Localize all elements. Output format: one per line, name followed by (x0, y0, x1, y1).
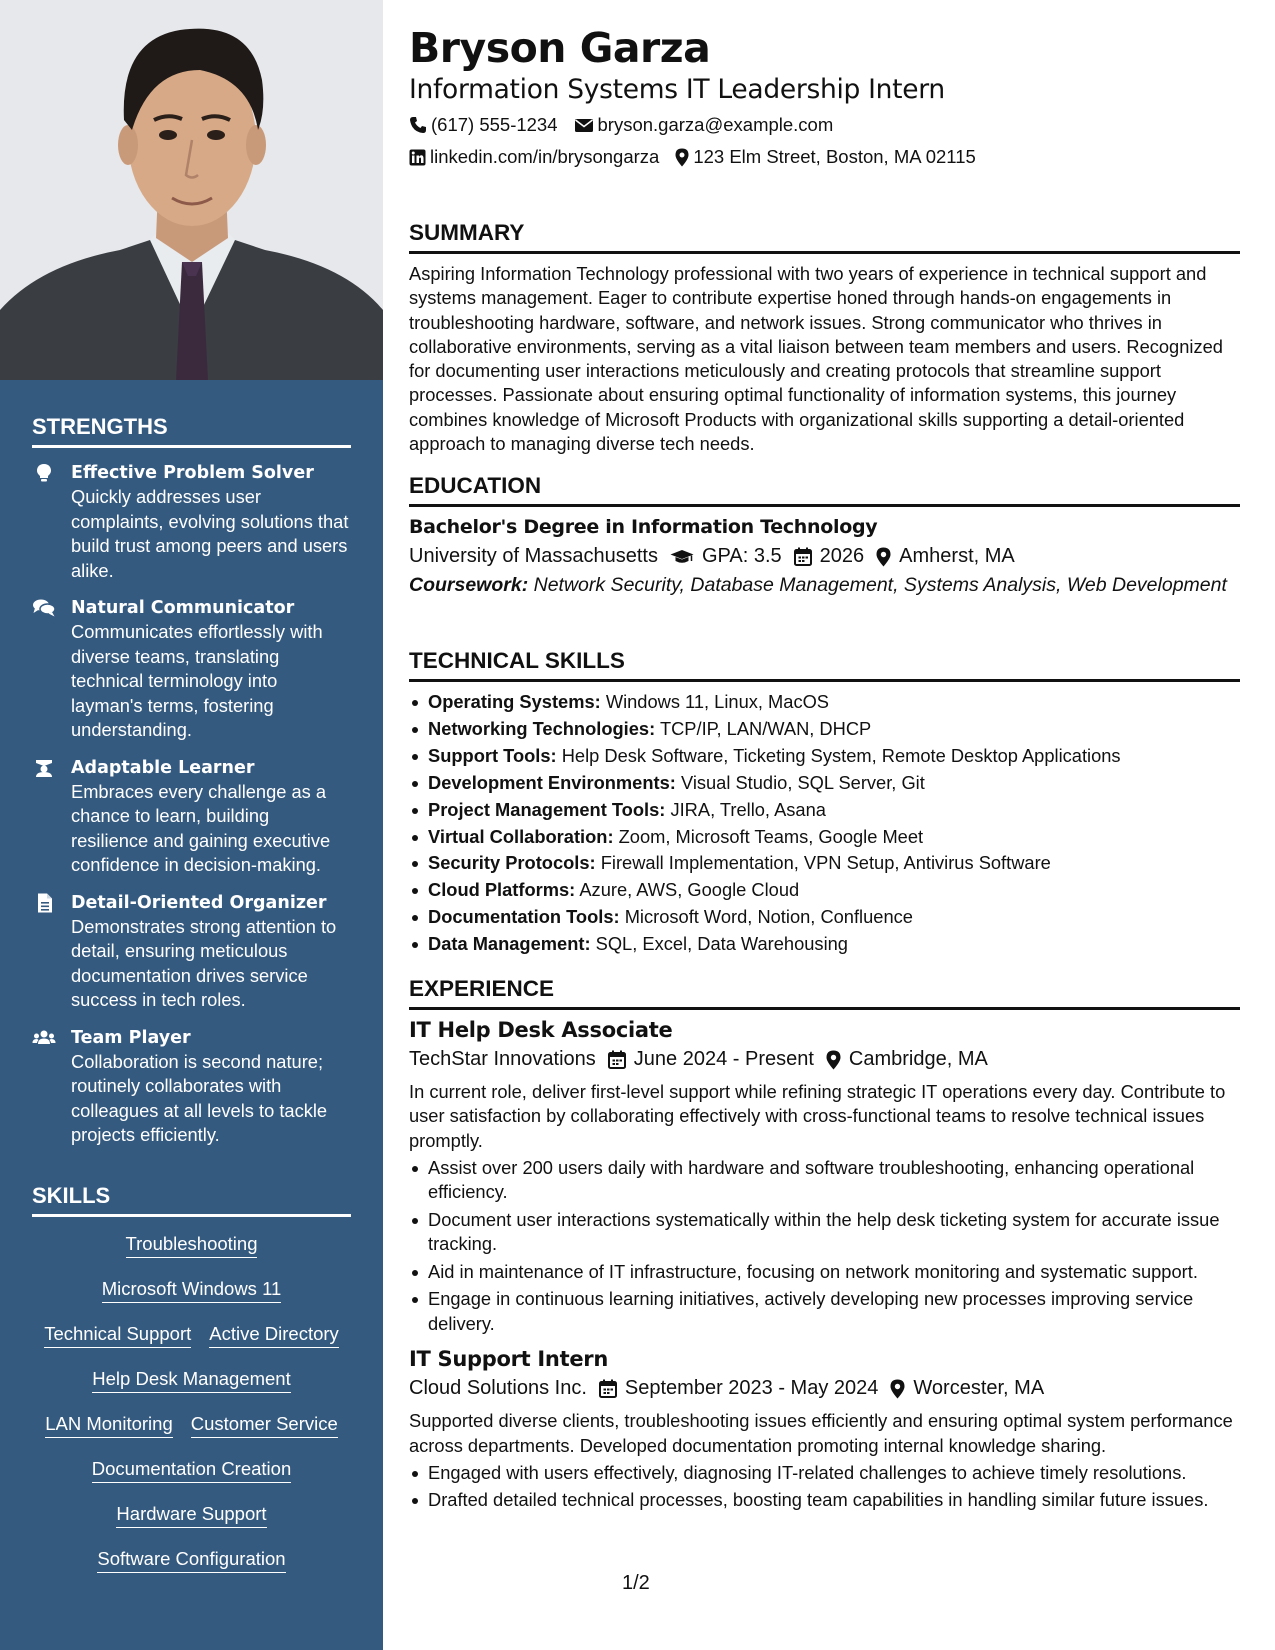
strength-title: Adaptable Learner (71, 757, 255, 778)
skill-tag: Software Configuration (97, 1548, 285, 1573)
gpa-item (670, 545, 782, 568)
strength-item (32, 1026, 351, 1148)
email-text: bryson.garza@example.com (597, 114, 834, 135)
users-icon (32, 1028, 56, 1048)
job-summary: Supported diverse clients, troubleshooting issues efficiently and ensuring optimal system performance across departments. Developed documentation promoting internal knowledge sharing. (409, 1410, 1233, 1456)
skill-value: Windows 11, Linux, MacOS (605, 691, 829, 712)
skill-label: Support Tools: (428, 744, 557, 766)
strength-description: Quickly addresses user complaints, evolving solutions that build trust among peers and users alike. (71, 486, 349, 581)
company-name: Cloud Solutions Inc. (409, 1377, 587, 1400)
dates-text: September 2023 - May 2024 (624, 1377, 879, 1400)
location-text: Cambridge, MA (848, 1048, 988, 1070)
envelope-icon (574, 117, 594, 133)
location-item (876, 545, 1015, 568)
location-item (890, 1377, 1044, 1400)
dates-text: June 2024 - Present (633, 1048, 814, 1070)
job-entry (409, 1347, 1240, 1513)
strength-title: Natural Communicator (71, 598, 295, 618)
school-name: University of Massachusetts (409, 545, 658, 567)
skill-tag: Customer Service (191, 1413, 338, 1438)
job-bullet: Document user interactions systematically within the help desk ticketing system for accurate issue tracking. (409, 1208, 1240, 1257)
strength-item (32, 596, 351, 743)
map-marker-icon (876, 547, 891, 567)
skill-tag: Help Desk Management (92, 1368, 290, 1393)
job-meta (409, 1048, 1240, 1071)
candidate-name: Bryson Garza (409, 24, 711, 72)
strength-description: Embraces every challenge as a chance to learn, building resilience and gaining executive confidence in decision-making. (71, 780, 331, 875)
strength-description: Demonstrates strong attention to detail, ensuring meticulous documentation drives service success in tech roles. (71, 915, 337, 1010)
comments-icon (32, 598, 56, 618)
skill-item (409, 797, 1240, 824)
skill-value: Microsoft Word, Notion, Confluence (624, 906, 913, 928)
skill-value: SQL, Excel, Data Warehousing (595, 933, 848, 955)
skill-tag: Microsoft Windows 11 (102, 1278, 282, 1303)
skill-item (409, 824, 1240, 851)
technical-skills-section (409, 648, 1240, 958)
location-item (826, 1048, 988, 1071)
strength-description: Collaboration is second nature; routinely collaborates with colleagues at all levels to tackle projects efficiently. (71, 1050, 328, 1145)
email-contact[interactable] (574, 114, 834, 136)
job-meta (409, 1377, 1240, 1400)
contact-line-2 (409, 146, 992, 168)
dates-item (608, 1048, 814, 1071)
skill-label: Cloud Platforms: (428, 879, 576, 901)
skill-value: TCP/IP, LAN/WAN, DHCP (659, 717, 872, 739)
gpa-text: GPA: 3.5 (701, 545, 782, 567)
skill-tag: Technical Support (44, 1323, 191, 1348)
experience-heading: EXPERIENCE (409, 976, 1240, 1010)
skill-tag: Hardware Support (116, 1503, 266, 1528)
skill-value: Help Desk Software, Ticketing System, Remote Desktop Applications (561, 744, 1121, 766)
education-section (409, 473, 1240, 598)
map-marker-icon (826, 1050, 841, 1070)
skill-label: Project Management Tools: (428, 798, 666, 820)
phone-contact[interactable] (409, 114, 558, 136)
strengths-section (32, 414, 351, 1148)
page-number: 1/2 (622, 1572, 650, 1594)
map-marker-icon (890, 1379, 905, 1399)
technical-skills-heading: TECHNICAL SKILLS (409, 648, 1240, 682)
job-title: IT Help Desk Associate (409, 1018, 673, 1042)
phone-text: (617) 555-1234 (431, 114, 558, 135)
summary-heading: SUMMARY (409, 220, 1240, 254)
location-text: Worcester, MA (913, 1377, 1045, 1400)
skill-item (409, 877, 1240, 904)
education-heading: EDUCATION (409, 473, 1240, 507)
skill-item (409, 743, 1240, 770)
contact-line-1 (409, 114, 849, 136)
skill-item (409, 716, 1240, 743)
coursework-list: Network Security, Database Management, Systems Analysis, Web Development (533, 574, 1227, 596)
skill-value: Firewall Implementation, VPN Setup, Antivirus Software (600, 852, 1051, 874)
calendar-icon (599, 1379, 617, 1398)
skill-label: Operating Systems: (428, 691, 601, 712)
education-meta (409, 545, 1240, 568)
skill-label: Networking Technologies: (428, 717, 656, 739)
job-bullets (409, 1156, 1240, 1337)
job-title: IT Support Intern (409, 1347, 608, 1372)
strength-title: Team Player (71, 1027, 191, 1048)
graduation-cap-icon (670, 549, 694, 565)
profile-photo (0, 0, 383, 380)
technical-skills-list (409, 689, 1240, 958)
year-text: 2026 (819, 545, 865, 567)
skill-item (409, 770, 1240, 797)
strength-title: Detail-Oriented Organizer (71, 892, 327, 913)
skill-tag: Active Directory (209, 1323, 339, 1348)
dates-item (599, 1377, 879, 1400)
summary-section (409, 220, 1240, 456)
coursework (409, 573, 1240, 598)
address-text: 123 Elm Street, Boston, MA 02115 (693, 146, 976, 167)
lightbulb-icon (32, 463, 56, 483)
address-contact (675, 146, 975, 168)
job-bullet: Engage in continuous learning initiatives, actively developing new processes improving service delivery. (409, 1287, 1240, 1336)
skill-value: Zoom, Microsoft Teams, Google Meet (618, 825, 924, 847)
company-name: TechStar Innovations (409, 1048, 596, 1070)
job-summary: In current role, deliver first-level support while refining strategic IT operations every day. Contribute to user satisfaction by collaborating effectively with cross-functional teams to resolve technical issues promptly. (409, 1081, 1226, 1151)
location-text: Amherst, MA (899, 545, 1015, 567)
skill-tag: Troubleshooting (126, 1233, 258, 1258)
sidebar (0, 0, 383, 1650)
job-bullet: Engaged with users effectively, diagnosing IT-related challenges to achieve timely resolutions. (409, 1461, 1240, 1486)
skill-label: Data Management: (428, 933, 591, 955)
linkedin-contact[interactable] (409, 146, 659, 168)
skills-heading: SKILLS (32, 1183, 351, 1217)
portrait-image (0, 0, 383, 380)
experience-section (409, 976, 1240, 1513)
year-item (794, 545, 865, 568)
job-entry (409, 1018, 1240, 1336)
skill-label: Development Environments: (428, 771, 676, 793)
skill-label: Virtual Collaboration: (428, 825, 614, 847)
calendar-icon (794, 547, 812, 566)
linkedin-icon (409, 149, 426, 166)
phone-icon (409, 116, 427, 134)
degree-title: Bachelor's Degree in Information Technology (409, 516, 878, 538)
summary-text: Aspiring Information Technology professional with two years of experience in technical support and systems management. Eager to contribute expertise honed through hands-on engagements in troubleshooting hardware, software, and network issues. Strong communicator who thrives in collaborative environments, serving as a vital liaison between team members and users. Recognized for documenting user interactions meticulously and creating protocols that streamline support processes. Passionate about ensuring optimal functionality of information systems, this journey combines knowledge of Microsoft Products with organizational skills supporting a detail-oriented approach to managing diverse tech needs. (409, 263, 1223, 455)
skill-label: Documentation Tools: (428, 906, 620, 928)
skill-item (409, 931, 1240, 958)
strength-item (32, 461, 351, 583)
map-marker-icon (675, 148, 689, 167)
coursework-label: Coursework: (409, 574, 529, 596)
calendar-icon (608, 1050, 626, 1069)
skill-tag: Documentation Creation (92, 1458, 292, 1483)
skill-label: Security Protocols: (428, 852, 596, 874)
job-bullet: Assist over 200 users daily with hardware and software troubleshooting, enhancing operational efficiency. (409, 1156, 1240, 1205)
document-icon (32, 893, 56, 913)
job-bullet: Drafted detailed technical processes, boosting team capabilities in handling similar future issues. (409, 1488, 1240, 1513)
skill-item (409, 689, 1240, 716)
skill-value: Azure, AWS, Google Cloud (579, 879, 800, 901)
skill-value: Visual Studio, SQL Server, Git (680, 771, 925, 793)
skill-tag: LAN Monitoring (45, 1413, 173, 1438)
graduate-icon (32, 758, 56, 778)
candidate-role: Information Systems IT Leadership Intern (409, 74, 945, 105)
strength-item (32, 891, 351, 1013)
skill-item (409, 850, 1240, 877)
skill-value: JIRA, Trello, Asana (670, 798, 826, 820)
strength-description: Communicates effortlessly with diverse teams, translating technical terminology into layman's terms, fostering understanding. (71, 621, 323, 740)
strength-item (32, 756, 351, 878)
skills-list (32, 1223, 351, 1583)
strengths-heading: STRENGTHS (32, 414, 351, 448)
skills-section (32, 1183, 351, 1583)
job-bullets (409, 1461, 1240, 1513)
skill-item (409, 904, 1240, 931)
job-bullet: Aid in maintenance of IT infrastructure, focusing on network monitoring and systematic support. (409, 1260, 1240, 1285)
strength-title: Effective Problem Solver (71, 463, 314, 483)
linkedin-text: linkedin.com/in/brysongarza (430, 146, 660, 167)
